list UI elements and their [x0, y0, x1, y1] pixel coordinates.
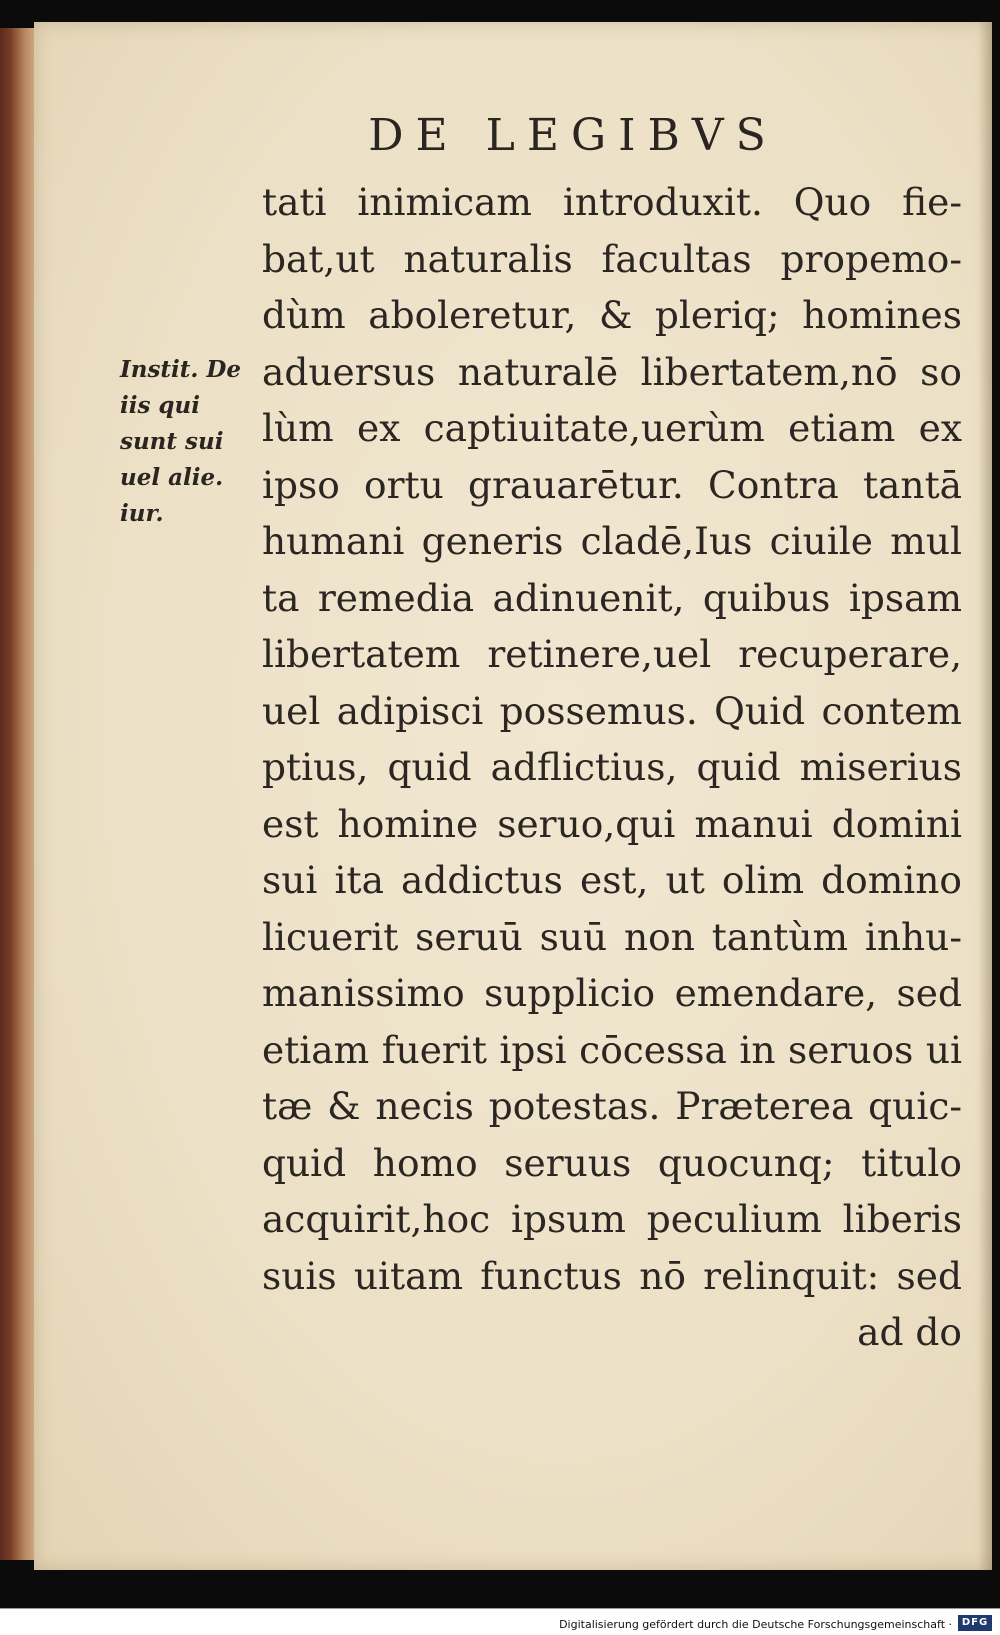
- text-line: bat,ut naturalis facultas propemo-: [262, 236, 962, 281]
- body-text: [262, 174, 962, 1361]
- footer-bar: [0, 1608, 1000, 1635]
- text-line: ta remedia adinuenit, quibus ipsam: [262, 575, 962, 620]
- text-line: suis uitam functus nō relinquit: sed: [262, 1253, 962, 1298]
- text-line: ptius, quid adflictius, quid miserius: [262, 745, 962, 789]
- marginal-note-line: iur.: [120, 500, 164, 527]
- text-line: tati inimicam introduxit. Quo fie-: [262, 180, 962, 224]
- text-line: lùm ex captiuitate,uerùm etiam ex: [262, 406, 962, 450]
- text-line: etiam fuerit ipsi cōcessa in seruos ui: [262, 1027, 962, 1072]
- marginal-note-line: Instit. De: [120, 356, 242, 383]
- marginal-note-line: uel alie.: [120, 464, 224, 491]
- text-line: acquirit,hoc ipsum peculium liberis: [262, 1197, 962, 1241]
- catchword: ad do: [857, 1310, 962, 1354]
- text-line: aduersus naturalē libertatem,nō so: [262, 349, 962, 394]
- text-line: licuerit seruū suū non tantùm inhu-: [262, 914, 962, 959]
- text-line: humani generis cladē,Ius ciuile mul: [262, 519, 962, 563]
- marginal-note-line: sunt sui: [120, 428, 224, 455]
- text-line: uel adipisci possemus. Quid contem: [262, 688, 962, 733]
- text-line: ipso ortu grauarētur. Contra tantā: [262, 462, 962, 507]
- text-line: libertatem retinere,uel recuperare,: [262, 632, 962, 676]
- text-line: dùm aboleretur, & pleriq; homines: [262, 293, 962, 337]
- text-line: quid homo seruus quocunq; titulo: [262, 1140, 962, 1185]
- text-line: manissimo supplicio emendare, sed: [262, 971, 962, 1015]
- text-line: sui ita addictus est, ut olim domino: [262, 858, 962, 902]
- running-head: DE LEGIBVS: [368, 110, 778, 161]
- marginal-note: [120, 352, 270, 532]
- book-page: [34, 22, 992, 1570]
- marginal-note-line: iis qui: [120, 392, 200, 419]
- text-line: est homine seruo,qui manui domini: [262, 801, 962, 846]
- text-line: tæ & necis potestas. Præterea quic-: [262, 1084, 962, 1128]
- page-edge-shadow: [978, 22, 992, 1570]
- dfg-logo-icon: DFG: [958, 1615, 992, 1631]
- funding-credit: Digitalisierung gefördert durch die Deutsche Forschungsgemeinschaft ·: [559, 1618, 952, 1631]
